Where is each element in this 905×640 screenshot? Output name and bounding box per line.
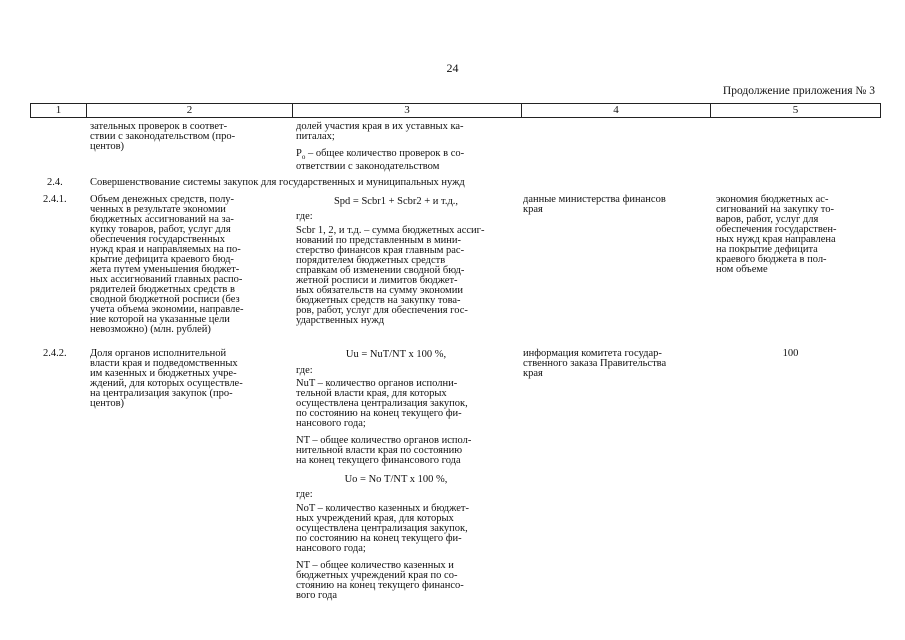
formula-2-4-2-b: Uо = Nо T/NT x 100 %,	[344, 474, 448, 485]
text-line: обеспечения государственных	[90, 234, 225, 245]
text-line: ченных в результате экономии	[90, 204, 226, 215]
text-line: осуществлена централизация закупок,	[296, 523, 468, 534]
text-line: стоянию на конец текущего финансо-	[296, 580, 464, 591]
text-line: сигнований на закупку то-	[716, 204, 834, 215]
text-line: Объем денежных средств, полу-	[90, 194, 235, 205]
text-fragment: – общее количество проверок в со-	[305, 148, 465, 159]
text-line: тельной власти края, для которых	[296, 388, 447, 399]
text-line: центов)	[90, 398, 125, 409]
indicator-description-2-4-2	[90, 349, 243, 409]
text-line: ударственных нужд	[296, 315, 385, 326]
text-line: нительной власти края по состоянию	[296, 445, 463, 456]
data-source-2-4-1	[523, 195, 666, 215]
formula-2-4-2-a: Uu = NuT/NT x 100 %,	[345, 349, 447, 360]
text-line: бюджетных учреждений края по со-	[296, 570, 458, 581]
text-line: осуществлена централизация закупок,	[296, 398, 468, 409]
text-line: данные министерства финансов	[523, 194, 666, 205]
subscript: о	[301, 153, 306, 162]
text-line: жетной росписи и лимитов бюджет-	[296, 275, 458, 286]
text-line: экономия бюджетных ас-	[716, 194, 829, 205]
text-line: края	[523, 368, 543, 379]
page-number: 24	[446, 61, 459, 75]
text-line: Scbr 1, 2, и т.д. – сумма бюджетных ассиг-	[296, 225, 485, 236]
text-line: учета объема экономии, направле-	[90, 304, 244, 315]
text-line: NoT – количество казенных и бюджет-	[296, 503, 469, 514]
text-line: жета путем уменьшения бюджет-	[90, 264, 240, 275]
text-line: ние которой на указанные цели	[90, 314, 230, 325]
text-line: купку товаров, работ, услуг для	[90, 224, 231, 235]
prev-row-formula-text	[296, 122, 464, 172]
text-line: нужд края и направляемых на по-	[90, 244, 241, 255]
text-line: нансового года;	[296, 543, 366, 554]
target-value-2-4-1	[716, 195, 837, 275]
text-line: зательных проверок в соответ-	[90, 121, 228, 132]
text-line: NT – общее количество органов испол-	[296, 435, 472, 446]
text-line: ответствии с законодательством	[296, 161, 440, 173]
text-line: обеспечения государствен-	[716, 224, 837, 235]
text-line: на конец текущего финансового года	[296, 455, 461, 466]
text-line: NT – общее количество казенных и	[296, 560, 454, 571]
formula-where-2-4-1: где:	[296, 211, 313, 222]
text-line: вого года	[296, 590, 338, 601]
header-cell-4: 4	[522, 104, 711, 118]
formula-where-2-4-2-b: где:	[296, 489, 313, 500]
header-cell-3: 3	[293, 104, 522, 118]
header-cell-1: 1	[31, 104, 87, 118]
text-line: ных ассигнований главных распо-	[90, 274, 243, 285]
text-line: центов)	[90, 141, 125, 152]
text-line: NuT – количество органов исполни-	[296, 378, 458, 389]
text-line: ных обязательств на сумму экономии	[296, 285, 463, 296]
text-line: им казенных и бюджетных учре-	[90, 368, 237, 379]
text-line: ров, работ, услуг для обеспечения гос-	[296, 305, 468, 316]
text-line: бюджетных средств на закупку това-	[296, 295, 461, 306]
text-line: ных учреждений края, для которых	[296, 513, 454, 524]
text-line: крытие дефицита краевого бюд-	[90, 254, 234, 265]
text-line: на покрытие дефицита	[716, 244, 818, 255]
prev-row-indicator-text	[90, 122, 235, 152]
section-number: 2.4.	[47, 177, 63, 188]
row-number-2-4-1: 2.4.1.	[43, 194, 67, 205]
text-line: ственного заказа Правительства	[523, 358, 667, 369]
target-value-2-4-2: 100	[782, 348, 799, 359]
row-number-2-4-2: 2.4.2.	[43, 348, 67, 359]
text-line: ствии с законодательством (про-	[90, 131, 236, 142]
continuation-label: Продолжение приложения № 3	[722, 85, 875, 97]
text-line: по состоянию на конец текущего фи-	[296, 533, 462, 544]
text-line: на централизация закупок (про-	[90, 388, 233, 399]
text-line: ном объеме	[716, 264, 768, 275]
text-line: порядителем бюджетных средств	[296, 255, 446, 266]
header-cell-2: 2	[87, 104, 293, 118]
text-line: нований по представленным в мини-	[296, 235, 461, 246]
text-line: ных нужд края направлена	[716, 234, 836, 245]
table-header	[30, 103, 881, 118]
text-line: по состоянию на конец текущего фи-	[296, 408, 462, 419]
text-line: варов, работ, услуг для	[716, 214, 819, 225]
formula-explanation-2-4-2-d	[296, 561, 464, 601]
text-line: информация комитета государ-	[523, 348, 662, 359]
text-line: рядителей бюджетных средств в	[90, 284, 235, 295]
text-line: невозможно) (млн. рублей)	[90, 324, 211, 335]
data-source-2-4-2	[523, 349, 666, 379]
formula-where-2-4-2-a: где:	[296, 365, 313, 376]
text-line: власти края и подведомственных	[90, 358, 238, 369]
indicator-description-2-4-1	[90, 195, 244, 335]
text-line: Доля органов исполнительной	[90, 348, 227, 359]
text-line: справкам об изменении сводной бюд-	[296, 265, 465, 276]
formula-explanation-2-4-1	[296, 226, 484, 326]
formula-explanation-2-4-2-c	[296, 504, 469, 554]
text-line: стерство финансов края главным рас-	[296, 245, 465, 256]
text-line: ждений, для которых осуществле-	[90, 378, 243, 389]
text-line: края	[523, 204, 543, 215]
text-line: питалах;	[296, 131, 335, 142]
formula-2-4-1: Spd = Scbr1 + Scbr2 + и т.д.,	[333, 196, 459, 207]
header-cell-5: 5	[711, 104, 881, 118]
text-line: сводной бюджетной росписи (без	[90, 294, 240, 305]
text-line: $Р_о$ – общее количество проверок в со-	[296, 148, 465, 162]
text-line: краевого бюджета в пол-	[716, 254, 827, 265]
formula-explanation-2-4-2-b	[296, 436, 471, 466]
formula-explanation-2-4-2-a	[296, 379, 468, 429]
section-title: Совершенствование системы закупок для государственных и муниципальных нужд	[90, 177, 465, 188]
text-line: нансового года;	[296, 418, 366, 429]
text-line: бюджетных ассигнований на за-	[90, 214, 234, 225]
text-line: долей участия края в их уставных ка-	[296, 121, 464, 132]
